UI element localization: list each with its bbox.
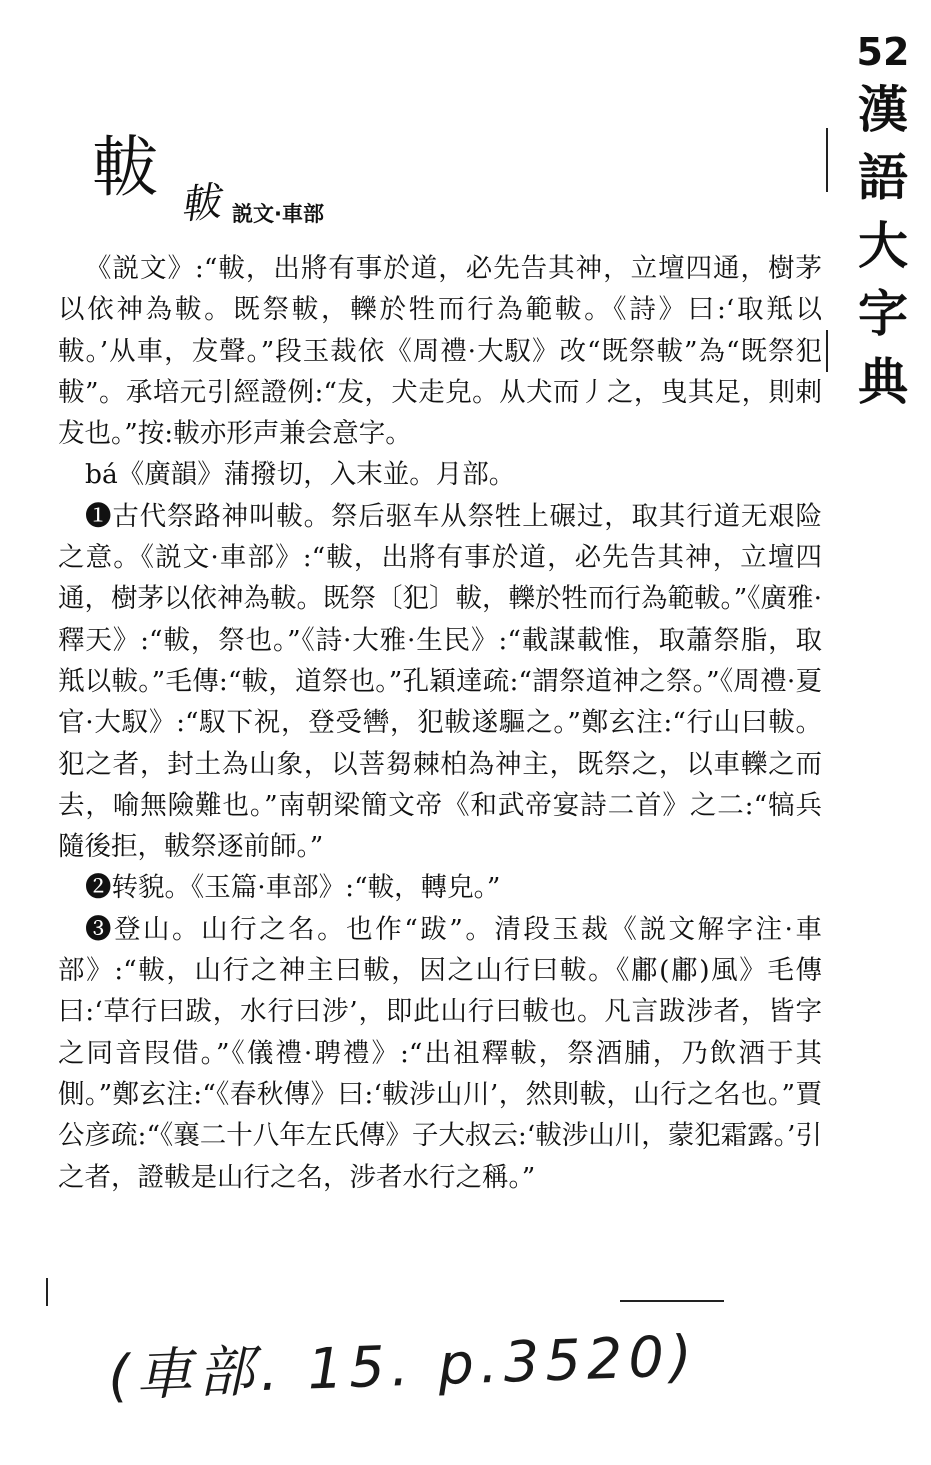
dictionary-title (838, 28, 928, 416)
pronunciation-paragraph: bá《廣韻》蒲撥切，入末並。月部。 (85, 459, 516, 491)
title-char-4: 字 (858, 285, 908, 343)
end-rule (620, 1300, 724, 1302)
title-char-1: 漢 (858, 81, 908, 139)
margin-line-mid (826, 330, 828, 372)
etymology-paragraph: 《説文》:“軷，出將有事於道，必先告其神，立壇四通，樹茅以依神為軷。既祭軷，轢於牲而行為範軷。《詩》曰:‘取羝以軷。’从車，犮聲。”段玉裁依《周禮·大馭》改“既祭軷”為“既祭犯軷”。承培元引經證例:“犮，犬走皃。从犬而丿之，曳其足，則剌犮也。”按:軷亦形声兼会意字。 (58, 253, 822, 450)
margin-line-top (826, 128, 828, 192)
title-char-2: 語 (858, 149, 908, 207)
title-char-3: 大 (858, 217, 908, 275)
seal-script-glyph: 軷 (177, 179, 223, 229)
handwritten-note: (車部. 15. p.3520) (107, 1323, 699, 1410)
margin-line-left (46, 1278, 48, 1306)
seal-source: 説文·車部 (232, 202, 324, 226)
title-char-5: 典 (858, 353, 908, 411)
entry-body (58, 248, 822, 1198)
sense-2-paragraph: ❷转貌。《玉篇·車部》:“軷，轉皃。” (85, 872, 501, 904)
headword: 軷 (92, 129, 158, 206)
page-number: 52 (856, 30, 910, 74)
sense-1-paragraph: ❶古代祭路神叫軷。祭后驱车从祭牲上碾过，取其行道无艰险之意。《説文·車部》:“軷，出將有事於道，必先告其神，立壇四通，樹茅以依神為軷。既祭〔犯〕軷，轢於牲而行為範軷。”《廣雅·釋天》:“軷，祭也。”《詩·大雅·生民》:“載謀載惟，取蕭祭脂，取羝以軷。”毛傳:“軷，道祭也。”孔穎達疏:“謂祭道神之祭。”《周禮·夏官·大馭》:“馭下祝，登受轡，犯軷遂驅之。”鄭玄注:“行山曰軷。犯之者，封土為山象，以菩芻棘柏為神主，既祭之，以車轢之而去，喻無險難也。”南朝梁簡文帝《和武帝宴詩二首》之二:“犒兵隨後拒，軷祭逐前師。” (58, 500, 822, 863)
sense-3-paragraph: ❸登山。山行之名。也作“跋”。清段玉裁《説文解字注·車部》:“軷，山行之神主曰軷，因之山行曰軷。《鄘(鄘)風》毛傳曰:‘草行曰跋，水行曰涉’，即此山行曰軷也。凡言跋涉者，皆字之同音叚借。”《儀禮·聘禮》:“出祖釋軷，祭酒脯，乃飲酒于其側。”鄭玄注:“《春秋傳》曰:‘軷涉山川’，然則軷，山行之名也。”賈公彦疏:“《襄二十八年左氏傳》子大叔云:‘軷涉山川，蒙犯霜露。’引之者，證軷是山行之名，涉者水行之稱。” (58, 913, 822, 1193)
